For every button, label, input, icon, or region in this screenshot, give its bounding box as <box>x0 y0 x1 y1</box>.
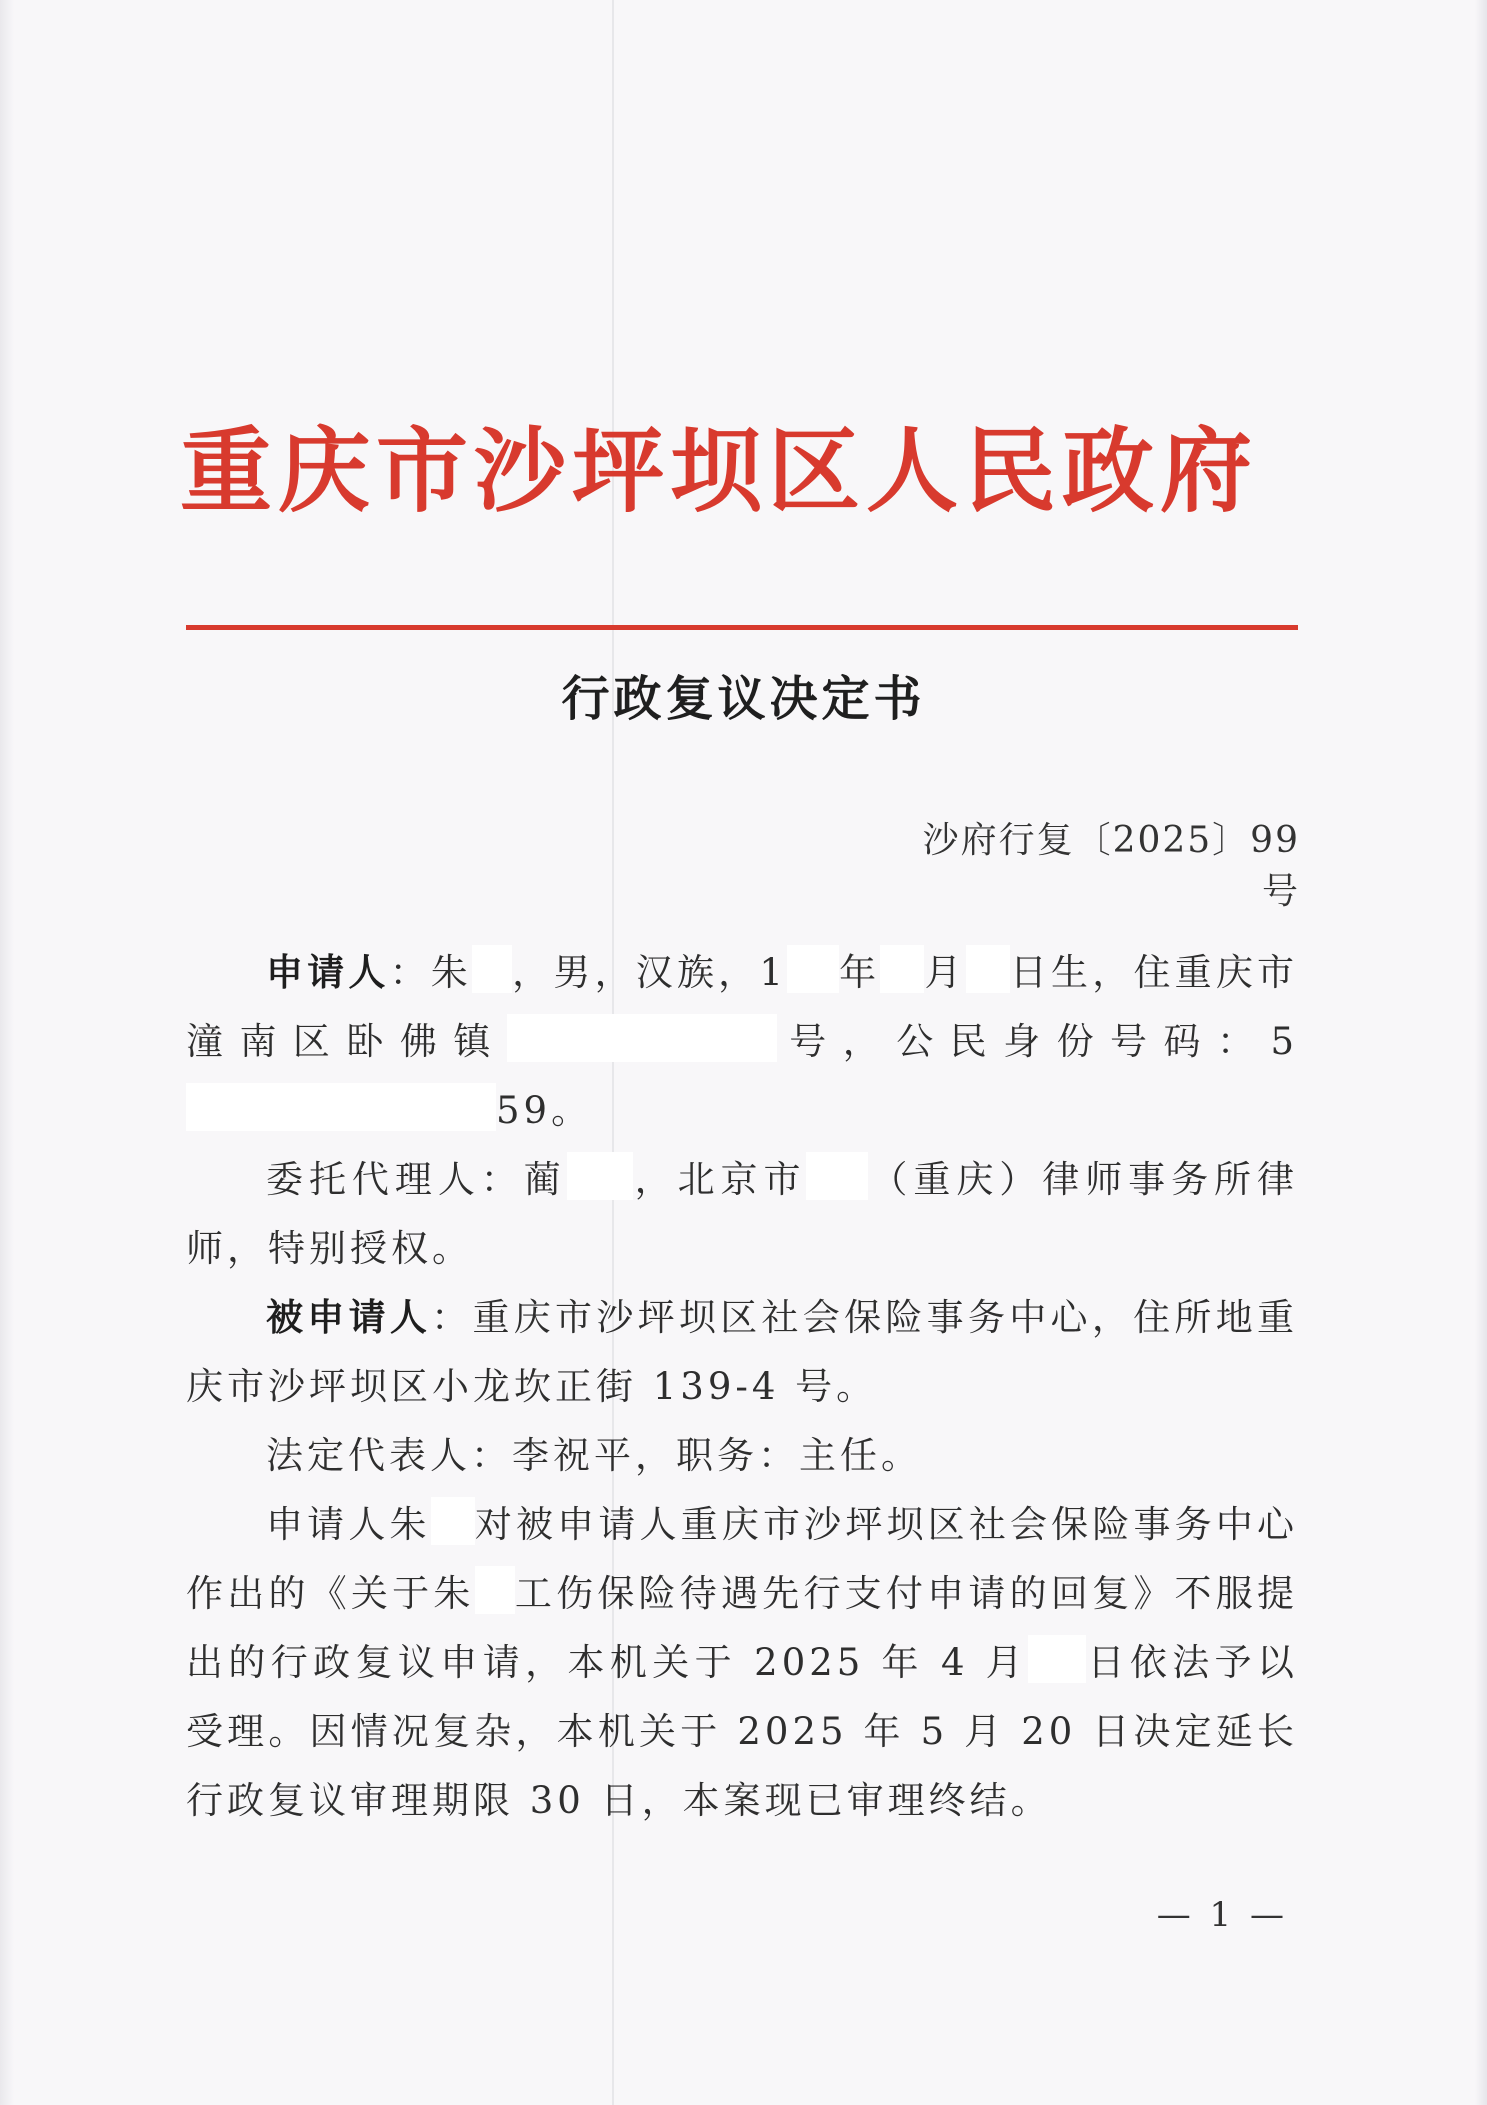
applicant-label: 申请人 <box>266 950 390 994</box>
summary-text: 对被申请人重庆市沙坪坝区社会保险事务中心作出的《关于朱 <box>186 1503 1299 1615</box>
respondent-text: ：重庆市沙坪坝区社会保险事务中心，住所地重庆市沙坪坝区小龙坎正街 139-4 号。 <box>186 1296 1299 1408</box>
applicant-text: ，男，汉族，1 <box>511 951 787 994</box>
summary-text: 申请人朱 <box>266 1503 431 1546</box>
agent-text: ，北京市 <box>632 1158 807 1201</box>
case-summary-paragraph <box>186 1490 1298 1835</box>
page-edge-shadow <box>0 0 14 2105</box>
redaction-block <box>787 945 839 993</box>
applicant-text: ：朱 <box>389 951 472 994</box>
redaction-block <box>567 1152 633 1200</box>
agent-paragraph <box>186 1145 1298 1283</box>
redaction-block <box>186 1083 416 1131</box>
summary-text: 工伤保险待遇先行支付申请的回复》不服提出的行政复议申请，本机关于 2025 年 4 月 <box>186 1572 1299 1684</box>
document-number: 沙府行复〔2025〕99 号 <box>922 820 1300 912</box>
redaction-block <box>416 1083 496 1131</box>
document-type-title: 行政复议决定书 <box>561 671 926 727</box>
redaction-block <box>475 1566 515 1614</box>
respondent-label: 被申请人 <box>266 1295 432 1339</box>
applicant-text: 年 <box>838 951 881 994</box>
summary-text: 日依法予以受理。因情况复杂，本机关于 2025 年 5 月 20 日决定延长行政复议审理期限 30 日，本案现已审理终结。 <box>186 1641 1299 1822</box>
applicant-text: 59。 <box>496 1089 593 1132</box>
issuing-authority-title: 重庆市沙坪坝区人民政府 <box>180 417 1259 525</box>
redaction-block <box>431 1497 475 1545</box>
applicant-text: 月 <box>924 951 966 994</box>
page-edge-shadow <box>1475 0 1487 2105</box>
agent-text: 委托代理人：蔺 <box>266 1158 567 1201</box>
redaction-block <box>507 1014 777 1062</box>
legal-representative-paragraph: 法定代表人：李祝平，职务：主任。 <box>266 1434 922 1477</box>
document-body <box>186 938 1298 1835</box>
redaction-block <box>472 945 512 993</box>
applicant-text: 号，公民身份号码：5 <box>776 1020 1298 1063</box>
red-header-rule <box>186 625 1298 630</box>
page-number: — 1 — <box>1156 1895 1288 1935</box>
agent-text: （重庆）律师事务所律师，特别授权。 <box>186 1158 1299 1270</box>
respondent-paragraph <box>186 1283 1298 1421</box>
redaction-block <box>1028 1635 1086 1683</box>
redaction-block <box>966 945 1010 993</box>
redaction-block <box>880 945 924 993</box>
redaction-block <box>806 1152 868 1200</box>
applicant-text: 日生，住重庆市潼南区卧佛镇 <box>186 951 1299 1063</box>
applicant-paragraph <box>186 938 1298 1145</box>
